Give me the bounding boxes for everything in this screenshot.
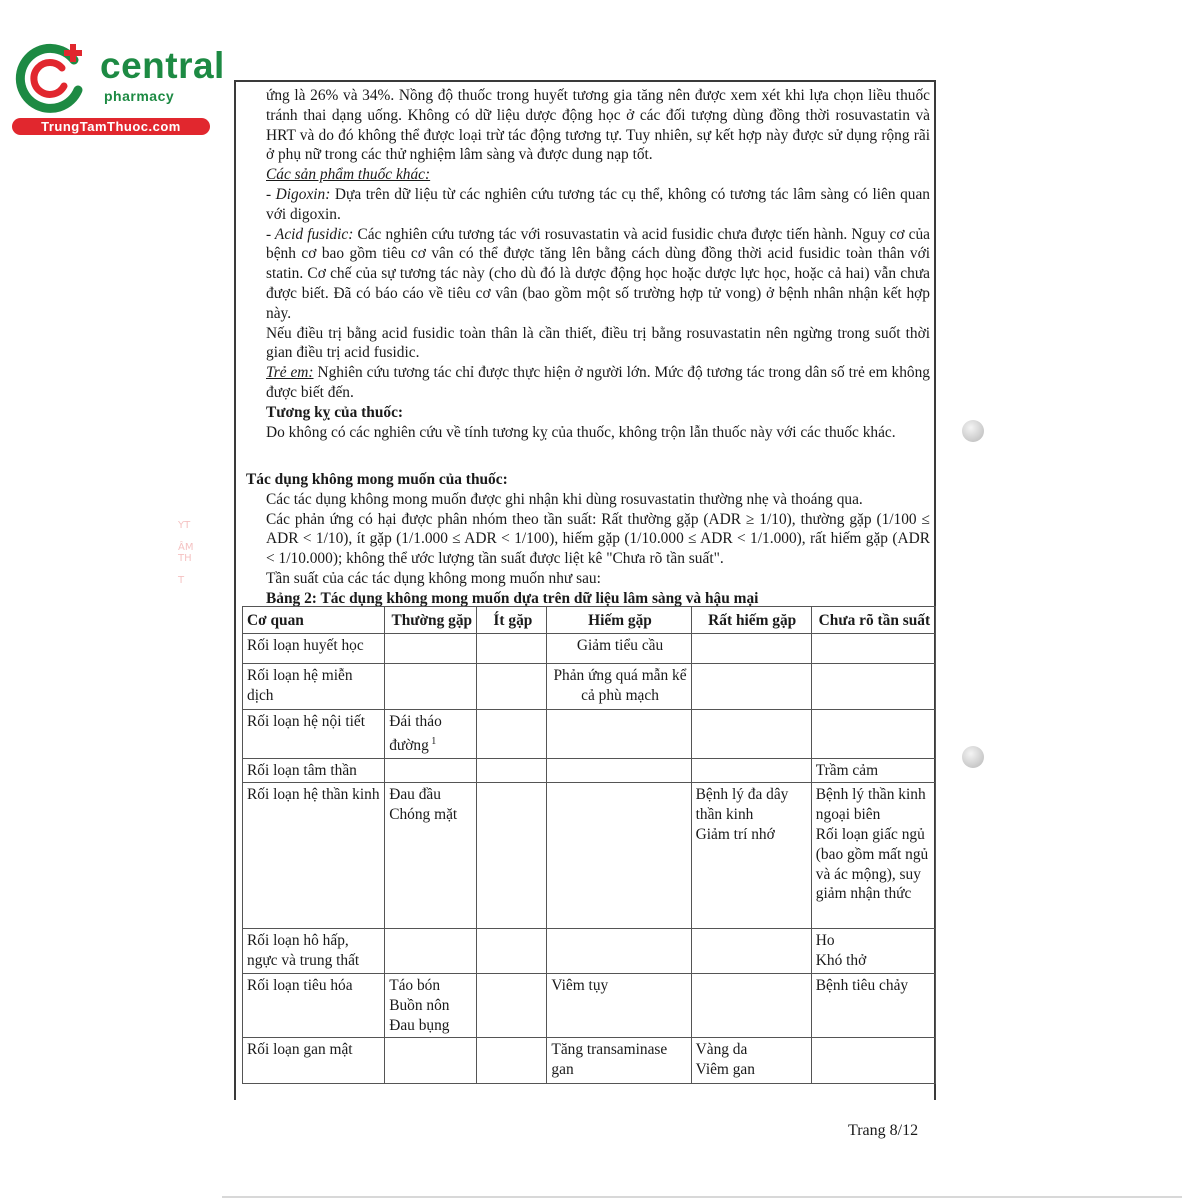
table-cell (547, 709, 691, 758)
adverse-effects-section (246, 470, 930, 609)
page-number: Trang 8/12 (848, 1122, 919, 1139)
table-cell (691, 663, 811, 709)
punch-hole-bottom (962, 746, 984, 768)
header-very-rare: Rất hiếm gặp (691, 607, 811, 634)
table-cell: Trầm cảm (811, 758, 935, 783)
table-cell (547, 758, 691, 783)
table-cell (385, 663, 477, 709)
table-cell (477, 1038, 547, 1084)
table-cell (385, 929, 477, 974)
table-cell: Táo bón Buồn nôn Đau bụng (385, 973, 477, 1037)
table-cell: Viêm tụy (547, 973, 691, 1037)
table-cell (691, 758, 811, 783)
table-row (243, 929, 936, 974)
table-row (243, 783, 936, 929)
table-cell (691, 709, 811, 758)
punch-hole-top (962, 420, 984, 442)
table-cell (811, 633, 935, 663)
table-cell (385, 758, 477, 783)
table-cell: Bệnh tiêu chảy (811, 973, 935, 1037)
pharmacy-logo (12, 38, 225, 138)
table-cell: Đái tháo đường $^1$ (385, 709, 477, 758)
page-border-left (234, 80, 236, 1100)
table-cell-organ: Rối loạn hệ nội tiết (243, 709, 385, 758)
other-products-heading: Các sản phẩm thuốc khác: (266, 166, 431, 184)
scan-edge (222, 1196, 1182, 1198)
table-cell (691, 973, 811, 1037)
table-cell (691, 633, 811, 663)
table-cell-organ: Rối loạn tiêu hóa (243, 973, 385, 1037)
digoxin-label: - Digoxin: (266, 185, 331, 203)
table-row (243, 663, 936, 709)
table-cell-organ: Rối loạn tâm thần (243, 758, 385, 783)
table-cell: Tăng transaminase gan (547, 1038, 691, 1084)
table-cell (811, 1038, 935, 1084)
table-row (243, 709, 936, 758)
paragraph-digoxin (266, 185, 930, 225)
adverse-effects-heading: Tác dụng không mong muốn của thuốc: (246, 471, 508, 488)
table-caption: Bảng 2: Tác dụng không mong muốn dựa trên dữ liệu lâm sàng và hậu mại (266, 589, 759, 607)
adverse-effects-table (242, 606, 936, 1084)
page-border-top (234, 80, 936, 82)
table-cell (811, 663, 935, 709)
table-cell (477, 973, 547, 1037)
table-row (243, 973, 936, 1037)
table-cell: Ho Khó thở (811, 929, 935, 974)
adverse-effects-text-3: Tần suất của các tác dụng không mong muốn như sau: (266, 569, 601, 587)
central-pharmacy-logo-icon (12, 38, 92, 118)
table-row (243, 758, 936, 783)
table-cell-organ: Rối loạn hô hấp, ngực và trung thất (243, 929, 385, 974)
fusidic-label: - Acid fusidic: (266, 225, 354, 243)
header-unknown: Chưa rõ tần suất (811, 607, 935, 634)
paragraph-children (266, 363, 930, 403)
children-label: Trẻ em: (266, 364, 314, 382)
logo-badge: TrungTamThuoc.com (12, 118, 210, 135)
header-organ: Cơ quan (243, 607, 385, 634)
table-cell-organ: Rối loạn hệ miễn dịch (243, 663, 385, 709)
table-cell (477, 929, 547, 974)
adverse-effects-text-1: Các tác dụng không mong muốn được ghi nhận khi dùng rosuvastatin thường nhẹ và thoáng qua. (266, 490, 863, 508)
incompatibility-heading: Tương kỵ của thuốc: (266, 403, 404, 421)
table-cell (477, 633, 547, 663)
table-cell (385, 1038, 477, 1084)
table-cell (547, 929, 691, 974)
table-cell: Bệnh lý thần kinh ngoại biên Rối loạn giấc ngủ (bao gồm mất ngủ và ác mộng), suy giảm nhận thức (811, 783, 935, 929)
table-cell (691, 929, 811, 974)
table-cell (477, 783, 547, 929)
logo-subtitle: pharmacy (104, 88, 175, 104)
table-cell: Giảm tiểu cầu (547, 633, 691, 663)
table-row (243, 633, 936, 663)
incompatibility-text: Do không có các nghiên cứu về tính tương kỵ của thuốc, không trộn lẫn thuốc này với các thuốc khác. (266, 423, 896, 441)
table-cell (477, 709, 547, 758)
table-cell: Bệnh lý đa dây thần kinh Giảm trí nhớ (691, 783, 811, 929)
header-common: Thường gặp (385, 607, 477, 634)
children-text: Nghiên cứu tương tác chỉ được thực hiện ở người lớn. Mức độ tương tác trong dân số trẻ em không được biết đến. (266, 364, 931, 401)
fusidic-text: Các nghiên cứu tương tác với rosuvastatin và acid fusidic chưa được tiến hành. Nguy cơ của bệnh cơ bao gồm tiêu cơ vân có thể được tăng lên bằng cách dùng đồng thời acid fusidic toàn thân với statin. Cơ chế của sự tương tác này (cho dù đó là dược động học hoặc dược lực học, hoặc cả hai) vẫn chưa được biết. Đã có báo cáo về tiêu cơ vân (bao gồm một số trường hợp tử vong) ở bệnh nhân nhận kết hợp này. (266, 225, 930, 322)
faint-stamp-mark: YT ÂM TH T (178, 520, 194, 586)
digoxin-text: Dựa trên dữ liệu từ các nghiên cứu tương tác cụ thể, không có tương tác lâm sàng có liên quan với digoxin. (266, 185, 930, 223)
table-cell-organ: Rối loạn huyết học (243, 633, 385, 663)
paragraph-fusidic (266, 225, 930, 324)
footnote-mark: 1 (428, 735, 437, 747)
table-cell-organ: Rối loạn hệ thần kinh (243, 783, 385, 929)
paragraph-hrt: ứng là 26% và 34%. Nồng độ thuốc trong huyết tương gia tăng nên được xem xét khi lựa chọn liều thuốc tránh thai dạng uống. Không có dữ liệu dược động học ở các đối tượng dùng đồng thời rosuvastatin và HRT và do đó không thể được loại trừ tác động tương tự. Tuy nhiên, sự kết hợp này được sử dụng rộng rãi ở phụ nữ trong các thử nghiệm lâm sàng và được dung nạp tốt. (266, 87, 930, 164)
header-uncommon: Ít gặp (477, 607, 547, 634)
table-cell: Vàng da Viêm gan (691, 1038, 811, 1084)
paragraph-fusidic-stop: Nếu điều trị bằng acid fusidic toàn thân là cần thiết, điều trị bằng rosuvastatin nên ngừng trong suốt thời gian điều trị acid fusidic. (266, 324, 930, 362)
table-cell (385, 633, 477, 663)
table-row (243, 1038, 936, 1084)
logo-name: central (100, 45, 225, 86)
table-cell (477, 758, 547, 783)
table-header-row (243, 607, 936, 634)
table-cell: Phản ứng quá mẫn kể cả phù mạch (547, 663, 691, 709)
table-cell (811, 709, 935, 758)
table-cell (547, 783, 691, 929)
header-rare: Hiếm gặp (547, 607, 691, 634)
table-cell (477, 663, 547, 709)
interactions-section (266, 86, 930, 442)
adverse-effects-text-2: Các phản ứng có hại được phân nhóm theo tần suất: Rất thường gặp (ADR ≥ 1/10), thường gặp (1/100 ≤ ADR < 1/10), ít gặp (1/1.000 ≤ ADR < 1/100), hiếm gặp (1/10.000 ≤ ADR < 1/1.000), rất hiếm gặp (ADR < 1/10.000); không thể ước lượng tần suất được liệt kê "Chưa rõ tần suất". (266, 510, 930, 568)
table-cell: Đau đầu Chóng mặt (385, 783, 477, 929)
table-cell-organ: Rối loạn gan mật (243, 1038, 385, 1084)
